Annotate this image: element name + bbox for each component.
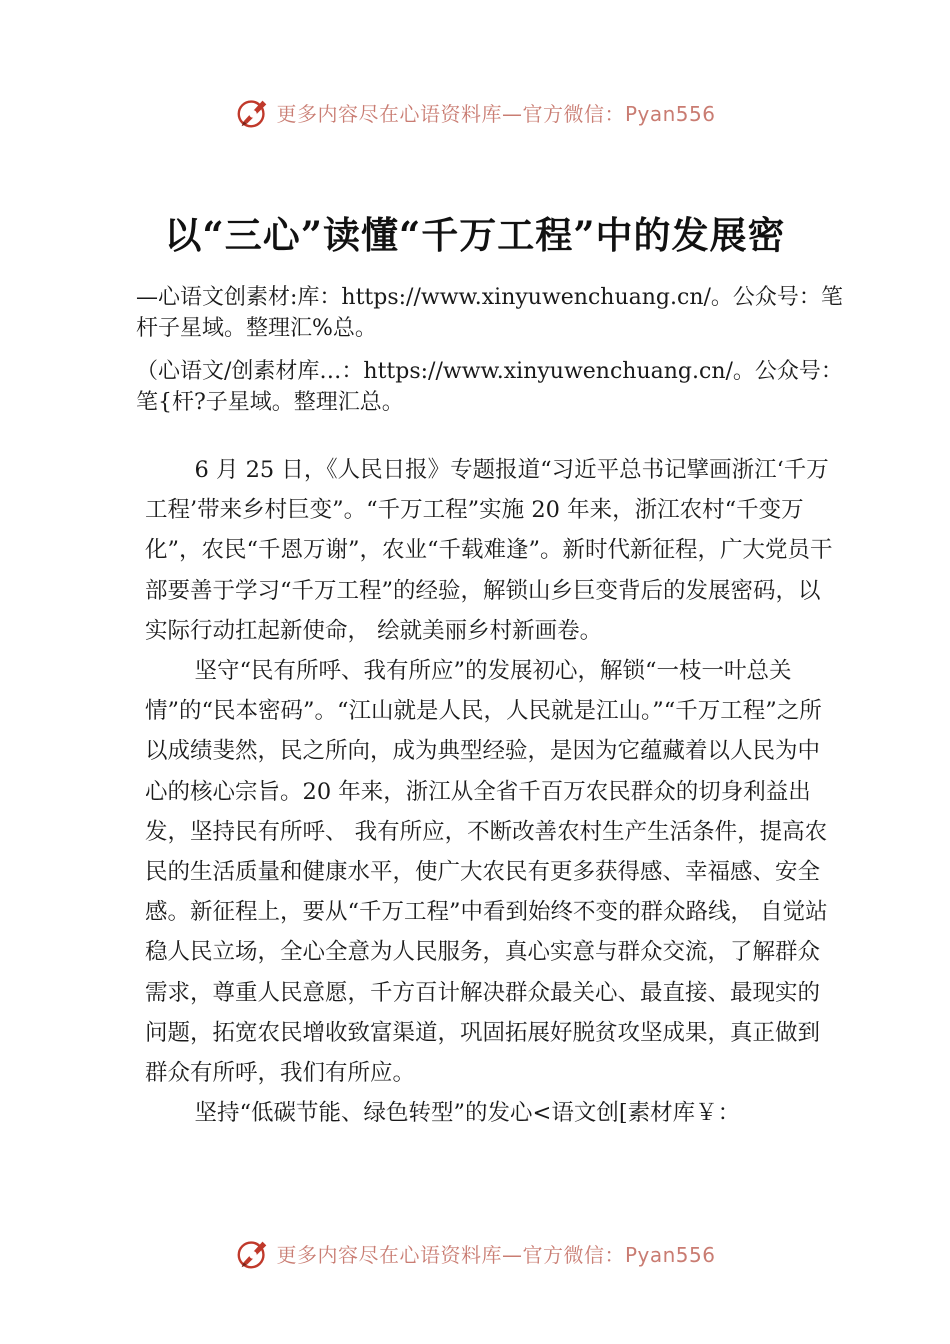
header-banner bbox=[0, 92, 950, 132]
pen-logo-icon bbox=[234, 1234, 272, 1272]
source-note-2: （心语文/创素材库…：https://www.xinyuwenchuang.cn/。公众号：笔{杆?子星域。整理汇总。 bbox=[136, 359, 843, 415]
footer-banner-text: 更多内容尽在心语资料库—官方微信：Pyan556 bbox=[276, 1242, 716, 1267]
document-title: 以“三心”读懂“千万工程”中的发展密 bbox=[164, 213, 786, 257]
pen-logo-icon bbox=[234, 93, 272, 131]
document-body bbox=[145, 450, 835, 1133]
body-paragraph-1: 6 月 25 日，《人民日报》专题报道“习近平总书记擘画浙江‘千万工程’带来乡村巨变”。“千万工程”实施 20 年来，浙江农村“千变万化”，农民“千恩万谢”，农业“千载难逢”。新时代新征程，广大党员干部要善于学习“千万工程”的经验，解锁山乡巨变背后的发展密码，以实际行动扛起新使命， 绘就美丽乡村新画卷。 bbox=[145, 457, 833, 644]
source-note-1: —心语文创素材:库：https://www.xinyuwenchuang.cn/。公众号：笔杆子星域。整理汇%总。 bbox=[136, 285, 843, 341]
body-paragraph-2: 坚守“民有所呼、我有所应”的发展初心，解锁“一枝一叶总关情”的“民本密码”。“江山就是人民，人民就是江山。”“千万工程”之所以成绩斐然，民之所向，成为典型经验，是因为它蕴藏着以人民为中心的核心宗旨。20 年来，浙江从全省千百万农民群众的切身利益出发，坚持民有所呼、 我有所应，不断改善农村生产生活条件，提高农民的生活质量和健康水平，使广大农民有更多获得感、幸福感、安全感。新征程上，要从“千万工程”中看到始终不变的群众路线， 自觉站稳人民立场，全心全意为人民服务，真心实意与群众交流，了解群众需求，尊重人民意愿，千方百计解决群众最关心、最直接、最现实的问题，拓宽农民增收致富渠道，巩固拓展好脱贫攻坚成果，真正做到群众有所呼，我们有所应。 bbox=[145, 658, 828, 1087]
header-banner-text: 更多内容尽在心语资料库—官方微信：Pyan556 bbox=[276, 101, 716, 126]
body-paragraph-3: 坚持“低碳节能、绿色转型”的发心<语文创[素材库￥： bbox=[194, 1100, 741, 1127]
footer-banner bbox=[0, 1233, 950, 1273]
